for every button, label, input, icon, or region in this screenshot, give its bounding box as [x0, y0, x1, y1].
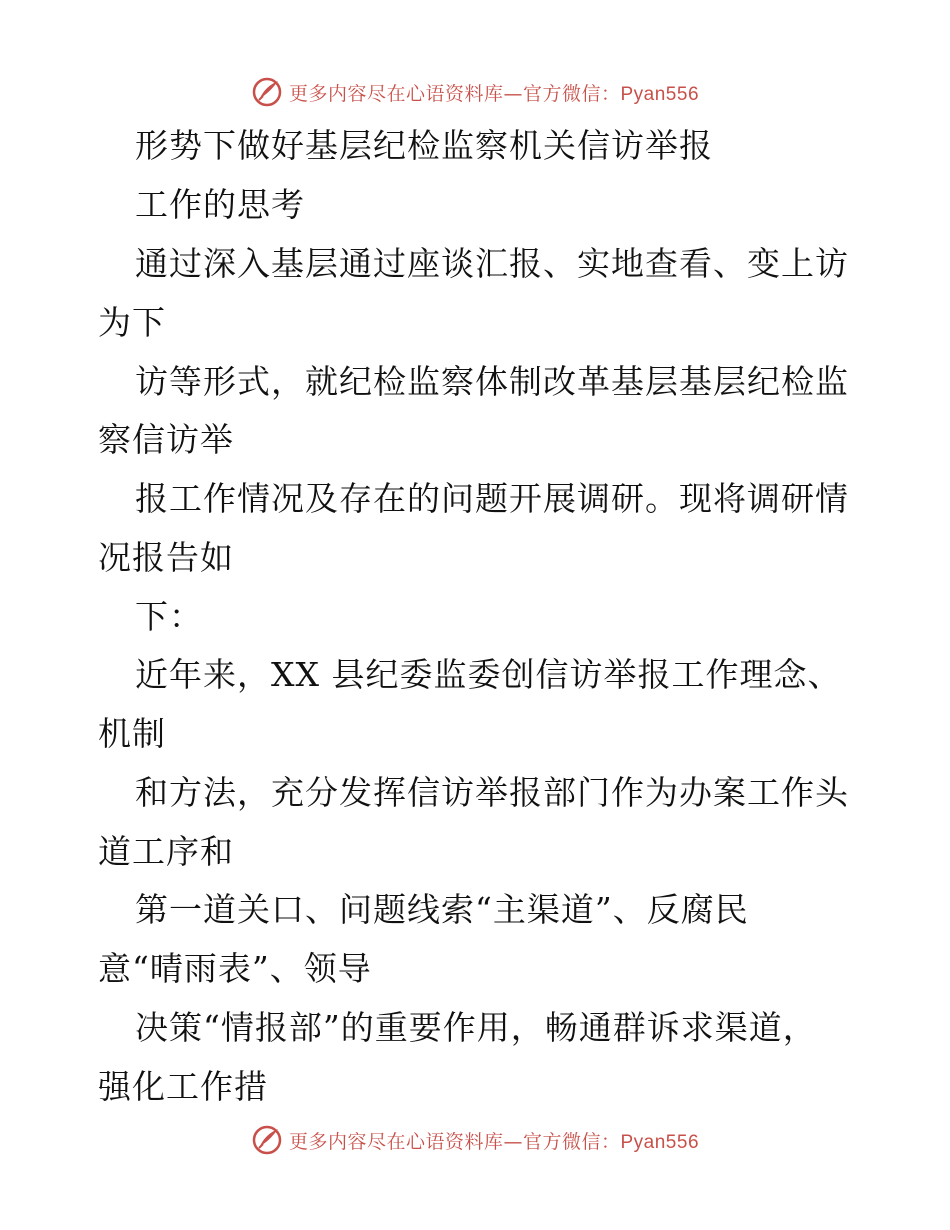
- paragraph-line: 通过深入基层通过座谈汇报、实地查看、变上访: [135, 244, 849, 283]
- paragraph-line: 决策“情报部”的重要作用，畅通群诉求渠道，: [135, 1008, 817, 1047]
- watermark-text: 更多内容尽在心语资料库—官方微信：: [288, 82, 621, 105]
- paragraph-line: 机制: [98, 714, 166, 753]
- document-title-line-1: 形势下做好基层纪检监察机关信访举报: [135, 126, 713, 165]
- paragraph-line: 访等形式，就纪检监察体制改革基层基层纪检监: [135, 362, 849, 401]
- paragraph-line: 察信访举: [98, 420, 234, 459]
- feather-pen-logo-icon: [251, 1124, 283, 1156]
- paragraph-line: 为下: [98, 303, 166, 342]
- footer-watermark: [0, 1120, 950, 1160]
- paragraph-line: 近年来，XX 县纪委监委创信访举报工作理念、: [135, 655, 842, 694]
- watermark-id: Pyan556: [620, 1131, 700, 1153]
- feather-pen-logo-icon: [251, 76, 283, 108]
- document-title-line-2: 工作的思考: [135, 185, 305, 224]
- paragraph-line: 报工作情况及存在的问题开展调研。现将调研情: [135, 479, 849, 518]
- paragraph-line: 道工序和: [98, 832, 234, 871]
- paragraph-line: 第一道关口、问题线索“主渠道”、反腐民: [135, 890, 749, 929]
- paragraph-line: 强化工作措: [98, 1067, 268, 1106]
- watermark-text: 更多内容尽在心语资料库—官方微信：: [288, 1130, 621, 1153]
- paragraph-line: 况报告如: [98, 538, 234, 577]
- paragraph-line: 意“晴雨表”、领导: [98, 949, 372, 988]
- watermark-id: Pyan556: [620, 83, 700, 105]
- header-watermark: [0, 72, 950, 112]
- paragraph-line: 和方法，充分发挥信访举报部门作为办案工作头: [135, 773, 849, 812]
- paragraph-line: 下：: [135, 597, 203, 636]
